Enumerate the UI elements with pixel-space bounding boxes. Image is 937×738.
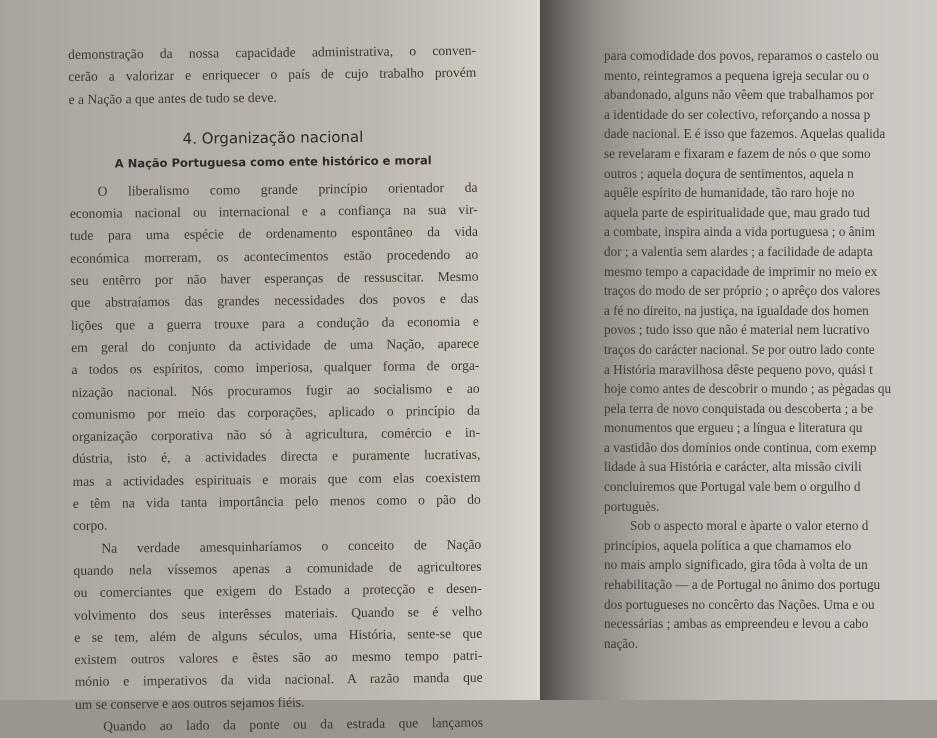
- text-line: cerão a valorizar e enriquecer o país de cujo trabalho provém: [68, 65, 477, 85]
- text-line: e se tem, além de alguns séculos, uma História, sente-se que: [74, 625, 483, 645]
- paragraph-comodidade: [604, 46, 937, 516]
- text-line: aquêle espírito de humanidade, tão raro hoje no: [604, 185, 855, 201]
- text-line: tude para uma espécie de ordenamento espontâneo da vida: [69, 224, 479, 244]
- right-page-viewport: [540, 0, 937, 700]
- text-line: se revelaram e fixaram e fazem de nós o que somo: [604, 145, 871, 161]
- text-line: a identidade do ser colectivo, reforçando a nossa p: [604, 106, 871, 122]
- text-line: comunismo por meio das corporações, aplicado o princípio da: [71, 402, 480, 422]
- text-line: existem outros valores e êstes são ao mesmo tempo patri-: [74, 647, 483, 668]
- text-line: para comodidade dos povos, reparamos o castelo ou: [604, 48, 879, 63]
- text-line: princípios, aquela política a que chamamos elo: [604, 537, 852, 553]
- text-line: dade nacional. E é isso que fazemos. Aquelas qualida: [604, 126, 886, 142]
- section-heading: 4. Organização nacional: [182, 127, 364, 148]
- text-line: organização corporativa não só à agricultura, comércio e in-: [72, 424, 481, 445]
- text-line: concluiremos que Portugal vale bem o orgulho d: [604, 479, 861, 495]
- text-line: lições que a guerra trouxe para a condução da economia e: [70, 313, 480, 333]
- text-line: monumentos que ergueu ; a língua e literatura qu: [604, 420, 863, 436]
- text-line: um se conserve e aos outros sejamos fiéis.: [74, 694, 305, 712]
- text-line: a fé no direito, na justiça, na igualdade dos homen: [604, 302, 869, 318]
- text-line: a História maravilhosa dêste pequeno povo, quási t: [604, 361, 873, 377]
- text-line: necessárias ; ambas as empreendeu e levou a cabo: [604, 616, 869, 632]
- paragraph-quando: [75, 712, 483, 738]
- text-line: traços do carácter nacional. Se por outro lado conte: [604, 341, 875, 357]
- text-line: Quando ao lado da ponte ou da estrada que lançamos: [103, 714, 484, 734]
- text-line: dústria, isto é, a actividades directa e puramente lucrativas,: [72, 447, 481, 467]
- text-line: corpo.: [72, 517, 108, 534]
- text-line: dor ; a valentia sem alardes ; a facilidade de adapta: [604, 243, 873, 259]
- text-line: volvimento dos seus interêsses materiais. Quando se é velho: [73, 603, 483, 623]
- text-line: a todos os espíritos, como imperiosa, qualquer forma de orga-: [71, 357, 480, 378]
- intro-paragraph: [68, 40, 477, 111]
- text-line: abandonado, alguns não vêem que trabalhamos por: [604, 87, 874, 103]
- text-line: rehabilitação — a de Portugal no ânimo dos portugu: [604, 577, 881, 593]
- section-subheading: A Nação Portuguesa como ente histórico e moral: [114, 153, 432, 171]
- text-line: Sob o aspecto moral e àparte o valor eterno d: [630, 518, 869, 534]
- text-line: nização nacional. Nós procuramos fugir ao socialismo e ao: [71, 380, 480, 400]
- text-line: lidade à sua História e carácter, alta missão civili: [604, 459, 862, 475]
- text-line: mesmo tempo a capacidade de imprimir no meio ex: [604, 263, 878, 279]
- paragraph-na-verdade: [73, 533, 483, 716]
- text-line: economia nacional ou internacional e a confiança na sua vir-: [69, 201, 478, 222]
- text-line: demonstração da nossa capacidade administrativa, o conven-: [68, 42, 477, 62]
- text-line: mónio e imperativos da vida nacional. A razão manda que: [74, 670, 483, 690]
- text-line: mento, reintegramos a pequena igreja secular ou o: [604, 67, 870, 83]
- text-line: e têm na vida tanta importância pelo menos como o pão do: [72, 491, 481, 512]
- text-line: ou comerciantes que exigem do Estado a protecção e desen-: [73, 580, 482, 601]
- text-line: pela terra de novo conquistada ou descoberta ; a be: [604, 400, 874, 416]
- left-page-text: [68, 40, 483, 738]
- text-line: dos portugueses no concêrto das Nações. Uma e ou: [604, 596, 875, 612]
- text-line: nação.: [604, 635, 639, 651]
- text-line: em geral do conjunto da actividade de uma Nação, aparece: [71, 335, 480, 355]
- text-line: traços do modo de ser próprio ; o aprêço dos valores: [604, 283, 881, 299]
- text-line: seu entêrro por não haver esperanças de ressuscitar. Mesmo: [70, 268, 479, 289]
- text-line: a vastidão dos domínios onde continua, com exemp: [604, 439, 877, 455]
- paragraph-aspecto-moral: [604, 516, 937, 653]
- text-line: no mais amplo significado, gira tôda à volta de un: [604, 557, 868, 573]
- text-line: portuguès.: [604, 498, 660, 514]
- paragraph-liberalismo: [69, 177, 481, 538]
- text-line: mas a actividades espirituais e morais que com elas coexistem: [72, 469, 481, 489]
- right-page-text: [604, 46, 937, 653]
- text-line: O liberalismo como grande princípio orientador da: [97, 179, 478, 199]
- text-line: que abstraíamos das grandes necessidades dos povos e das: [70, 291, 479, 311]
- text-line: povos ; tudo isso que não é material nem lucrativo: [604, 322, 870, 338]
- text-line: hoje como antes de descobrir o mundo ; as pègadas qu: [604, 381, 892, 397]
- text-line: quando nela víssemos apenas a comunidade de agricultores: [73, 558, 482, 578]
- text-line: e a Nação a que antes de tudo se deve.: [68, 89, 277, 107]
- text-line: outros ; aquela doçura de sentimentos, aquela n: [604, 165, 854, 181]
- text-line: Na verdade amesquinharíamos o conceito de Nação: [101, 536, 482, 556]
- text-line: económica morreram, os acontecimentos estão procedendo ao: [70, 246, 479, 266]
- text-line: aquela parte de espiritualidade que, mau grado tud: [604, 204, 870, 220]
- text-line: a combate, inspira ainda a vida portuguesa ; o ânim: [604, 224, 875, 240]
